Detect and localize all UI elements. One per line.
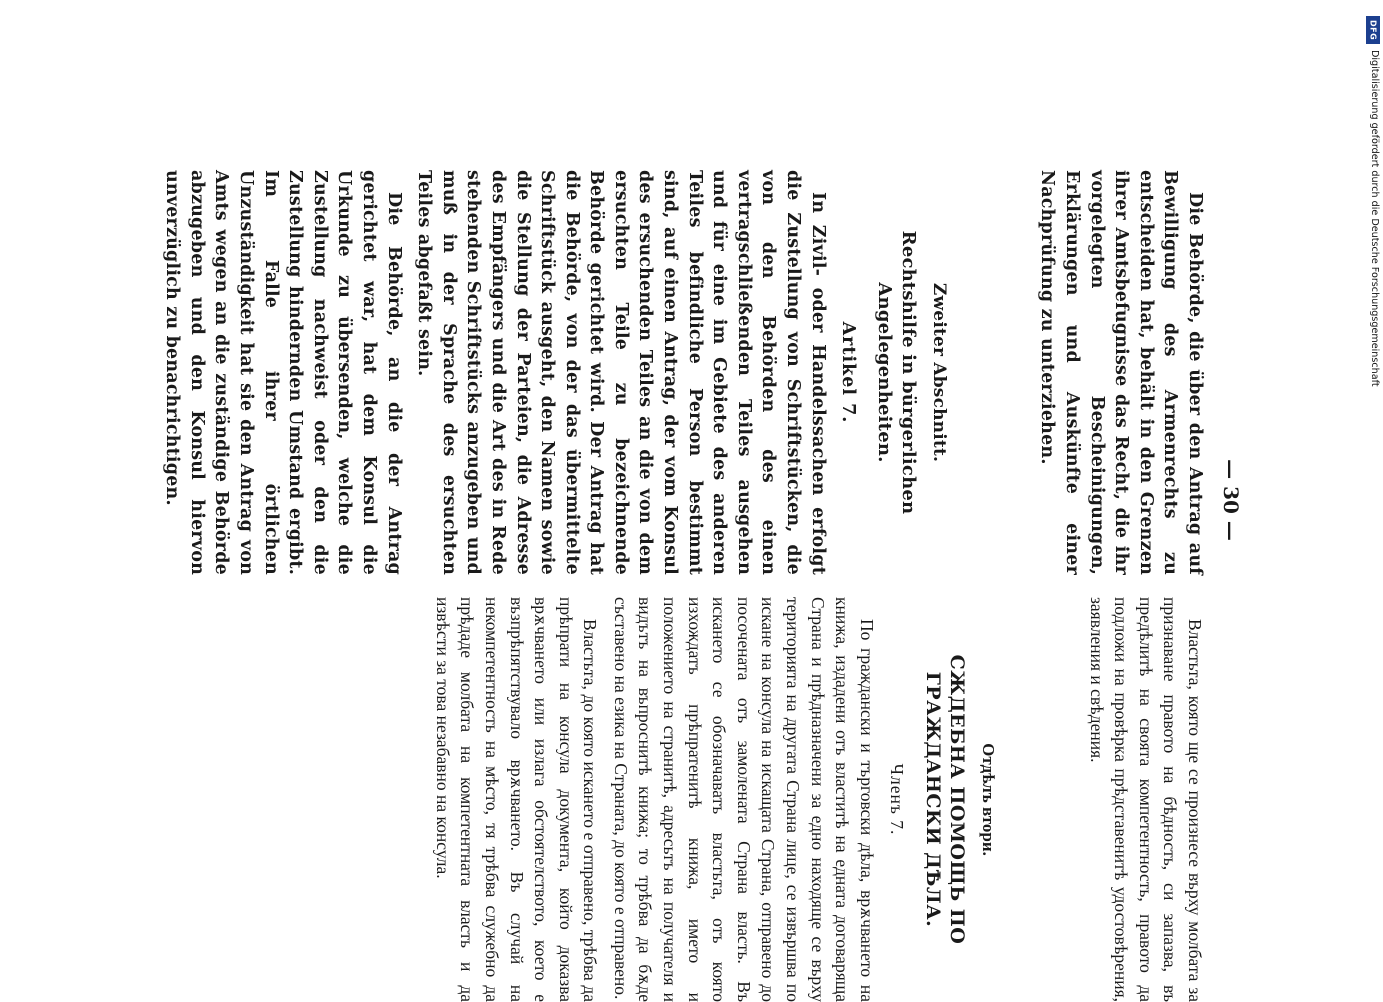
dfg-watermark xyxy=(1359,8,1383,993)
bulgarian-column xyxy=(430,597,1207,1002)
bulgarian-article-paragraph-1: По граждански и търговски дѣла, врѫчването на книжа, издадени отъ властитѣ на едната договаряща Страна и прѣдназначени за едно находяще се върху територията на другата Страна лице, се извършва по искане на консула на искащата Страна, отправено до посочената отъ замолената Страна власть. Въ искането се обозначаватъ властьта, отъ която изхождатъ прѣпратенитѣ книжа, името и положението на странитѣ, адресьтъ на получателя и видътъ на въпроснитѣ книжа; то трѣбва да бѫде съставено на езика на Страната, до която е отправено. xyxy=(610,597,877,1002)
bulgarian-article-paragraph-2: Властьта, до която искането е отправено, трѣбва да прѣпрати на консула документа, който доказва врѫчването или излага обстоятелството, което е възпрѣпятствувало врѫчването. Въ случай на некомпетентность на мѣсто, тя трѣбва служебно да прѣдаде молбата на компетентната власть и да извѣсти за това незабавно на консула. xyxy=(432,597,601,1002)
german-article-paragraph-2: Die Behörde, an die der Antrag gerichtet war, hat dem Konsul die Urkunde zu übersenden, welche die Zustellung nachweist oder den die Zustellung hindernden Umstand ergibt. Im Falle ihrer örtlichen Unzuständigkeit hat sie den Antrag von Amts wegen an die zuständige Behörde abzugeben und den Konsul hiervon unverzüglich zu benachrichtigen. xyxy=(162,170,404,575)
dfg-watermark-text: Digitalisierung gefördert durch die Deutsche Forschungsgemeinschaft xyxy=(1369,50,1380,387)
bulgarian-intro-paragraph: Властьта, която ще се произнесе върху молбата за признаване правото на бѣдность, си запазва, въ предѣлитѣ на своята компетентность, правото да подложи на провѣрка прѣдставенитѣ удостовѣрения, заявления и свѣдения. xyxy=(1086,597,1205,1002)
german-section-heading: Zweiter Abschnitt. xyxy=(928,282,949,463)
page-number: — 30 — xyxy=(1219,459,1243,541)
german-column xyxy=(160,170,1207,575)
bulgarian-section-title: СЖДЕБНА ПОМОЩЬ ПО ГРАЖДАНСКИ ДѢЛА. xyxy=(922,654,969,945)
german-article-paragraph-1: In Zivil- oder Handelssachen erfolgt die Zustellung von Schriftstücken, die von den Behörden des einen vertragschließenden Teiles ausgehen und für eine im Gebiete des anderen Teiles befindliche Person bestimmt sind, auf einen Antrag, der vom Konsul des ersuchenden Teiles an die von dem ersuchten Teile zu bezeichnende Behörde gerichtet wird. Der Antrag hat die Behörde, von der das übermittelte Schriftstück ausgeht, den Namen sowie die Stellung der Parteien, die Adresse des Empfängers und die Art des in Rede stehenden Schriftstücks anzugeben und muß in der Sprache des ersuchten Teiles abgefaßt sein. xyxy=(414,170,828,575)
german-article-heading: Artikel 7. xyxy=(838,321,859,424)
dfg-logo: DFG xyxy=(1366,16,1380,44)
german-intro-paragraph: Die Behörde, die über den Antrag auf Bewilligung des Armenrechts zu entscheiden hat, behält in den Grenzen ihrer Amtsbefugnisse das Recht, die ihr vorgelegten Bescheinigungen, Erklärungen und Auskünfte einer Nachprüfung zu unterziehen. xyxy=(1037,170,1205,575)
german-section-title: Rechtshilfe in bürgerlichen Angelegenheiten. xyxy=(874,230,920,515)
bulgarian-article-heading: Членъ 7. xyxy=(887,763,908,836)
bulgarian-section-heading: Отдѣлъ втори. xyxy=(979,743,999,856)
